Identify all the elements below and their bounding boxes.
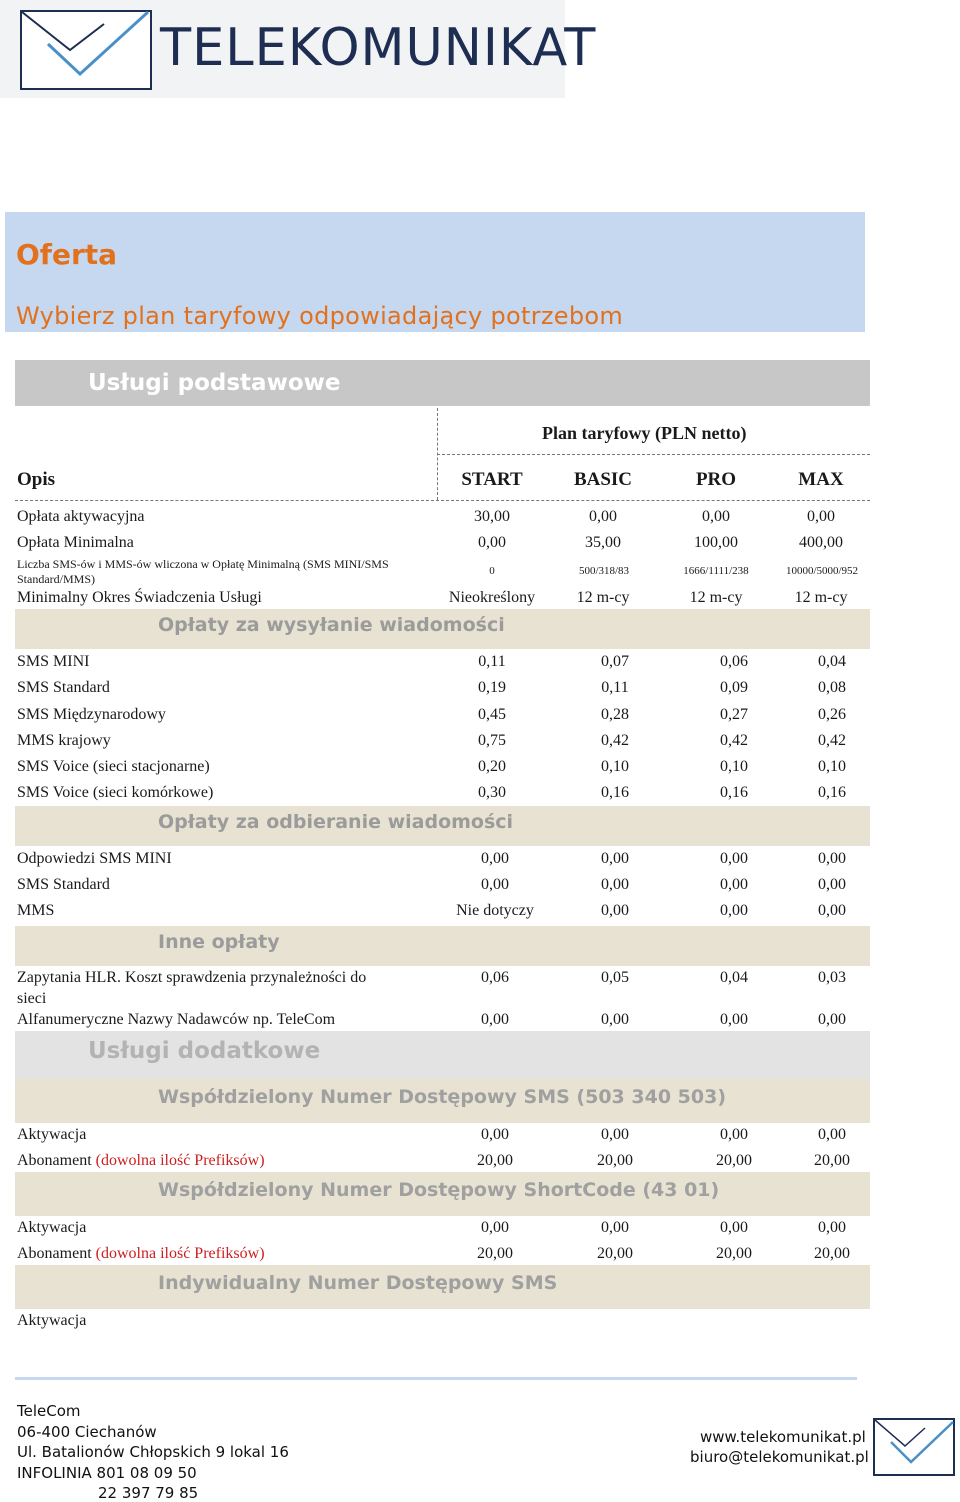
cell: 12 m-cy	[794, 589, 848, 606]
col-start: START	[461, 469, 523, 490]
envelope-check-icon	[20, 10, 154, 97]
shared-shortcode-title: Współdzielony Numer Dostępowy ShortCode (43 01)	[158, 1179, 720, 1201]
row-label: Minimalny Okres Świadczenia Usługi	[17, 589, 262, 606]
row-label: Opłata aktywacyjna	[17, 508, 145, 525]
footer-email-link[interactable]: biuro@telekomunikat.pl	[690, 1448, 869, 1466]
row-label: Odpowiedzi SMS MINI	[17, 850, 172, 867]
col-pro: PRO	[695, 469, 737, 490]
cell: 20,00	[814, 1152, 850, 1169]
cell: 10000/5000/952	[785, 565, 859, 577]
cell: 0,00	[481, 850, 509, 867]
cell: 0,00	[720, 1219, 748, 1236]
cell: 30,00	[474, 508, 510, 525]
cell: 20,00	[716, 1152, 752, 1169]
row-label: SMS MINI	[17, 653, 90, 670]
cell: 0,00	[807, 508, 835, 525]
row-label: SMS Międzynarodowy	[17, 706, 166, 723]
cell: 0,11	[601, 679, 629, 696]
footer-phone: 22 397 79 85	[98, 1484, 199, 1502]
cell: 0,00	[601, 1219, 629, 1236]
footer-hotline: INFOLINIA 801 08 09 50	[17, 1464, 197, 1482]
cell: 0,00	[818, 1126, 846, 1143]
cell: 0,00	[818, 902, 846, 919]
cell: 0,45	[478, 706, 506, 723]
cell: 0,06	[720, 653, 748, 670]
row-label: SMS Voice (sieci stacjonarne)	[17, 758, 210, 775]
cell: 35,00	[585, 534, 621, 551]
cell: 0,00	[818, 1011, 846, 1028]
divider	[15, 500, 870, 501]
row-label: Aktywacja	[17, 1312, 87, 1329]
envelope-check-icon	[873, 1418, 957, 1485]
cell: 0,08	[818, 679, 846, 696]
offer-subtitle: Wybierz plan taryfowy odpowiadający potrzebom	[16, 302, 624, 330]
cell: Nie dotyczy	[456, 902, 534, 919]
cell: 20,00	[477, 1152, 513, 1169]
cell: 0,20	[478, 758, 506, 775]
desc-header: Opis	[17, 469, 56, 490]
other-fees-bar	[15, 926, 870, 966]
cell: 0,16	[818, 784, 846, 801]
cell: 0,00	[720, 850, 748, 867]
row-label: Aktywacja	[17, 1219, 87, 1236]
row-label: sieci	[17, 990, 47, 1007]
cell: 0,26	[818, 706, 846, 723]
cell: 0,42	[720, 732, 748, 749]
cell: 0,03	[818, 969, 846, 986]
cell: 0,04	[720, 969, 748, 986]
cell: 500/318/83	[578, 565, 630, 577]
send-fees-title: Opłaty za wysyłanie wiadomości	[158, 614, 505, 636]
footer-company: TeleCom	[17, 1402, 81, 1420]
row-label: Zapytania HLR. Koszt sprawdzenia przynależności do	[17, 969, 367, 986]
section-basic-title: Usługi podstawowe	[88, 370, 341, 396]
cell: 0,00	[818, 1219, 846, 1236]
row-label: MMS krajowy	[17, 732, 111, 749]
cell: 400,00	[799, 534, 843, 551]
cell: 0,00	[478, 534, 506, 551]
footer-www-link[interactable]: www.telekomunikat.pl	[700, 1428, 866, 1446]
cell: 1666/1111/238	[683, 565, 749, 577]
cell: 0,00	[601, 1011, 629, 1028]
cell: 20,00	[597, 1245, 633, 1262]
cell: 0,16	[720, 784, 748, 801]
cell: 0,10	[818, 758, 846, 775]
cell: 0,00	[720, 1011, 748, 1028]
receive-fees-title: Opłaty za odbieranie wiadomości	[158, 811, 514, 833]
row-label: SMS Standard	[17, 679, 110, 696]
footer-street: Ul. Batalionów Chłopskich 9 lokal 16	[17, 1443, 289, 1461]
cell: 0,10	[601, 758, 629, 775]
cell: 0,00	[601, 1126, 629, 1143]
cell: 0,00	[720, 902, 748, 919]
row-label: Alfanumeryczne Nazwy Nadawców np. TeleCom	[17, 1011, 336, 1028]
row-label: SMS Voice (sieci komórkowe)	[17, 784, 214, 801]
cell: 0	[489, 565, 495, 577]
divider	[437, 454, 870, 455]
abonament-label: Abonament	[17, 1152, 92, 1169]
section-extra-title: Usługi dodatkowe	[88, 1038, 321, 1064]
abonament-label: Abonament	[17, 1245, 92, 1262]
cell: Nieokreślony	[448, 589, 536, 606]
row-label: Opłata Minimalna	[17, 534, 134, 551]
cell: 12 m-cy	[689, 589, 743, 606]
cell: 0,75	[478, 732, 506, 749]
cell: 0,42	[818, 732, 846, 749]
cell: 0,00	[601, 850, 629, 867]
cell: 0,00	[702, 508, 730, 525]
cell: 0,00	[589, 508, 617, 525]
cell: 0,00	[601, 876, 629, 893]
row-label	[17, 1245, 265, 1263]
other-fees-title: Inne opłaty	[158, 931, 280, 953]
cell: 0,00	[720, 876, 748, 893]
cell: 0,30	[478, 784, 506, 801]
cell: 0,19	[478, 679, 506, 696]
cell: 0,06	[481, 969, 509, 986]
cell: 0,10	[720, 758, 748, 775]
cell: 0,00	[481, 876, 509, 893]
cell: 0,00	[601, 902, 629, 919]
cell: 0,07	[601, 653, 629, 670]
row-label: Aktywacja	[17, 1126, 87, 1143]
cell: 20,00	[597, 1152, 633, 1169]
cell: 0,27	[720, 706, 748, 723]
row-label	[17, 1152, 265, 1170]
abonament-note: (dowolna ilość Prefiksów)	[95, 1245, 265, 1262]
cell: 0,09	[720, 679, 748, 696]
cell: 0,05	[601, 969, 629, 986]
row-label: MMS	[17, 902, 55, 919]
abonament-note: (dowolna ilość Prefiksów)	[95, 1152, 265, 1169]
plan-header: Plan taryfowy (PLN netto)	[542, 423, 747, 443]
brand-name: TELEKOMUNIKAT	[160, 18, 597, 78]
cell: 0,16	[601, 784, 629, 801]
col-max: MAX	[798, 469, 844, 490]
cell: 0,28	[601, 706, 629, 723]
cell: 100,00	[694, 534, 738, 551]
footer-divider	[15, 1377, 857, 1380]
cell: 0,42	[601, 732, 629, 749]
row-label: SMS Standard	[17, 876, 110, 893]
cell: 0,00	[481, 1219, 509, 1236]
cell: 20,00	[716, 1245, 752, 1262]
cell: 20,00	[477, 1245, 513, 1262]
cell: 0,00	[818, 850, 846, 867]
offer-title: Oferta	[16, 238, 118, 271]
col-basic: BASIC	[573, 469, 633, 490]
cell: 0,00	[720, 1126, 748, 1143]
cell: 20,00	[814, 1245, 850, 1262]
row-label: Liczba SMS-ów i MMS-ów wliczona w Opłatę Minimalną (SMS MINI/SMS Standard/MMS)	[17, 557, 389, 586]
cell: 0,00	[481, 1126, 509, 1143]
individual-title: Indywidualny Numer Dostępowy SMS	[158, 1272, 558, 1294]
cell: 12 m-cy	[576, 589, 630, 606]
footer-city: 06-400 Ciechanów	[17, 1423, 157, 1441]
cell: 0,00	[818, 876, 846, 893]
cell: 0,11	[478, 653, 506, 670]
shared-sms-title: Współdzielony Numer Dostępowy SMS (503 340 503)	[158, 1086, 726, 1108]
cell: 0,04	[818, 653, 846, 670]
cell: 0,00	[481, 1011, 509, 1028]
